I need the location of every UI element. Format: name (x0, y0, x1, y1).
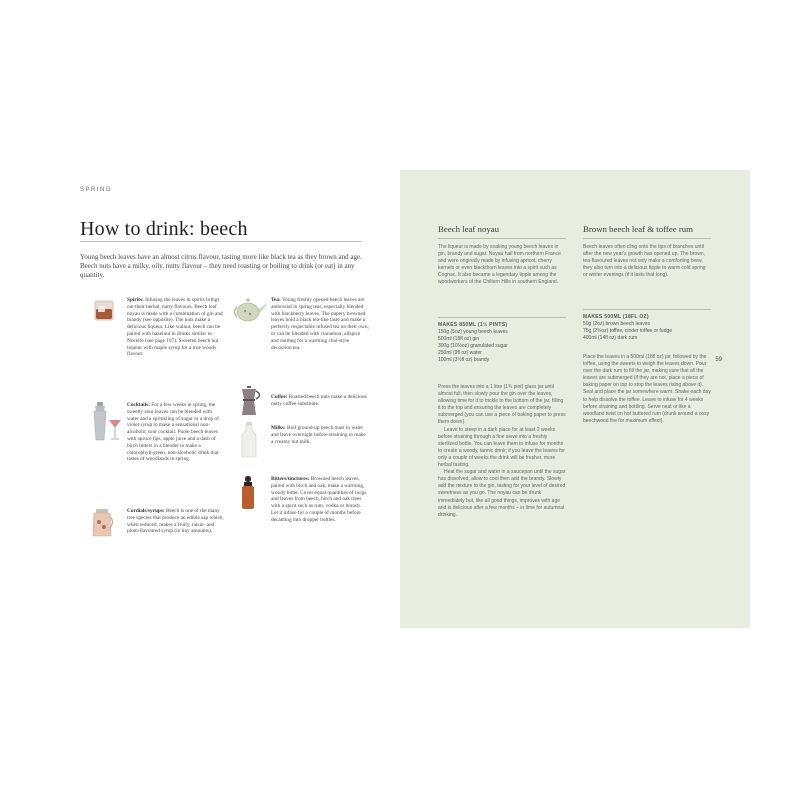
drink-text: Infusing the leaves in spirits brings out their herbal, nutty flavours. Beech leaf noyau is made with a combination of gin and brandy (see opposite). The nuts make a delicious liqueur. Like walnut, beech can be paired with hazelnut in drinks similar to Nocello (see page 107). Sweeten beech nut liqueur with maple syrup for a true woody flavour. (127, 297, 223, 358)
recipe-ingredients (583, 314, 711, 342)
page-title: How to drink: beech (80, 218, 248, 240)
milk-bottle-icon (240, 422, 258, 458)
moka-pot-icon (238, 386, 264, 416)
dropper-bottle-icon (241, 476, 255, 510)
ingredient: 300g (10½oz) granulated sugar (438, 343, 508, 350)
method-step: Press the leaves into a 1 litre (1¾ pint) glass jar until almost full, then slowly pour the gin over the leaves, allowing time for it to trickle to the bottom of the jar, filling it to the top and ensuring the leaves are completely submerged (you can use a piece of baking paper to press them down). (438, 384, 566, 426)
recipe-divider (583, 238, 711, 239)
mason-jar-icon (91, 508, 115, 538)
drink-name: Spirits: (127, 297, 144, 303)
ingredient: 50g (2oz) brown beech leaves (583, 321, 650, 328)
recipe-divider (438, 317, 566, 318)
drink-name: Bitters/tinctures: (271, 476, 310, 482)
method-step: Heat the sugar and water in a saucepan until the sugar has dissolved, allow to cool then add the brandy. Slowly add the mixture to the gin, tasting for your level of desired sweetness as you go. The noyau can be drunk immediately but, like all good things, improves with age and is delicious after a few months – in time for autumnal drinking. (438, 469, 566, 518)
drink-name: Cocktails: (127, 402, 150, 408)
section-label: SPRING (80, 187, 113, 193)
ingredient: 400ml (14fl oz) dark rum (583, 335, 638, 342)
method-step: Leave to steep in a dark place for at least 2 weeks before straining through a fine sieve into a freshly sterilized bottle. You can leave them to infuse for months to create a woody, tannic drink; if you leave the leaves for only a couple of weeks the drink will be fresher, more herbal tasting. (438, 426, 565, 469)
makes-heading: MAKES 850ML (1½ PINTS) (438, 322, 508, 328)
drink-name: Cordials/syrups: (127, 508, 165, 514)
drink-milks (271, 425, 369, 445)
method-step: Place the leaves in a 500ml (18fl oz) jar, followed by the toffee, using the sweets to weigh the leaves down. Pour over the dark rum to fill the jar, making sure that all the leaves are submerged (if they are not, place a piece of baking paper on top to stop the leaves rising above it). Seal and place the jar somewhere warm. Shake each day to help dissolve the toffee. Leave to infuse for 4 weeks before straining and bottling. Serve neat or like a woodland twist on hot buttered rum (drunk around a cosy beechwood fire for maximum effect). (583, 354, 711, 424)
recipe-divider (583, 309, 711, 310)
recipe-divider (438, 238, 566, 239)
page-number: 59 (715, 357, 722, 363)
ingredient: 250ml (9fl oz) water (438, 350, 482, 357)
cocktail-shaker-icon (92, 402, 122, 442)
drink-cocktails (127, 402, 225, 463)
drink-text: Browned beech leaves, paired with birch and oak, make a warming, woody bitter. Cover equal quantities of twigs and leaves from beech, birch and oak trees with a spirit such as rum, vodka or brandy. Let it infuse for a couple of months before decanting into dropper bottles. (271, 476, 367, 523)
makes-heading: MAKES 500ML (18FL OZ) (583, 314, 649, 320)
ingredient: 150g (5oz) young beech leaves (438, 329, 508, 336)
recipe-ingredients (438, 322, 566, 365)
drink-bitters (271, 476, 369, 524)
drink-name: Coffee: (271, 394, 288, 400)
ingredient: 100ml (3½fl oz) brandy (438, 357, 490, 364)
ingredient: 500ml (18fl oz) gin (438, 336, 480, 343)
drink-text: For a few weeks in spring, the sweetly sour leaves can be blended with water and a sprinkling of sugar or a drop of violet syrup to make a sensational non-alcoholic sour cocktail. Purée beech leaves with spruce tips, apple juice and a dash of birch bitters in a blender to make a chlorophyll-green, non-alcoholic drink that tastes of woodlands in spring. (127, 402, 219, 463)
recipe-title: Brown beech leaf & toffee rum (583, 224, 693, 234)
drink-name: Milks: (271, 425, 286, 431)
drink-text: Beech is one of the many tree species that produce an edible sap which, when reduced, makes a fruity, raisin- and plum-flavoured syrup (in tiny amounts). (127, 508, 224, 535)
ingredient: 75g (2¾oz) toffee, cinder toffee or fudge (583, 328, 673, 335)
right-page (400, 170, 750, 628)
drink-spirits (127, 297, 225, 358)
drink-tea (271, 297, 369, 351)
drink-cordials (127, 508, 225, 535)
drink-text: Boil ground-up beech mast in water and leave overnight before straining to make a creamy nut milk. (271, 425, 366, 445)
recipe-intro: The liqueur is made by soaking young beech leaves in gin, brandy and sugar. Noyau hail from northern France and were originally made by infusing apricot, cherry kernels or even blackthorn leaves into a spirit such as Cognac. It also became a legendary tipple among the woodworkers of the Chiltern Hills in southern England. (438, 244, 561, 286)
recipe-title: Beech leaf noyau (438, 224, 500, 234)
teapot-icon (232, 297, 268, 323)
recipe-method (438, 384, 566, 519)
recipe-intro: Beech leaves often cling onto the tips of branches until after the new year's growth has opened up. The brown, tea-flavoured leaves not only make a comforting brew, they also turn into a delicious tipple to warm cold spring or winter evenings (if it lasts that long). (583, 244, 706, 279)
drink-text: Young freshly opened beech leaves are ambrosial in spring teas, especially blended with blackberry leaves. The papery browned leaves hold a black tea-like taste and make a perfectly respectable infused tea on their own, or can be blended with cinnamon, allspice and nutmeg for a warming chai-style decoction tea. (271, 297, 369, 351)
intro-paragraph: Young beech leaves have an almost citrus flavour, tasting more like black tea as they brown and age. Beech nuts have a milky, oily, nutty flavour – they need roasting or boiling to drink (or eat) in any quantity. (80, 253, 362, 279)
title-divider (80, 241, 362, 242)
drink-name: Tea: (271, 297, 281, 303)
whisky-glass-icon (92, 298, 116, 322)
drink-coffee (271, 394, 369, 408)
drink-text: Roasted beech nuts make a delicious nutty coffee substitute. (271, 394, 367, 407)
recipe-method (583, 354, 711, 425)
